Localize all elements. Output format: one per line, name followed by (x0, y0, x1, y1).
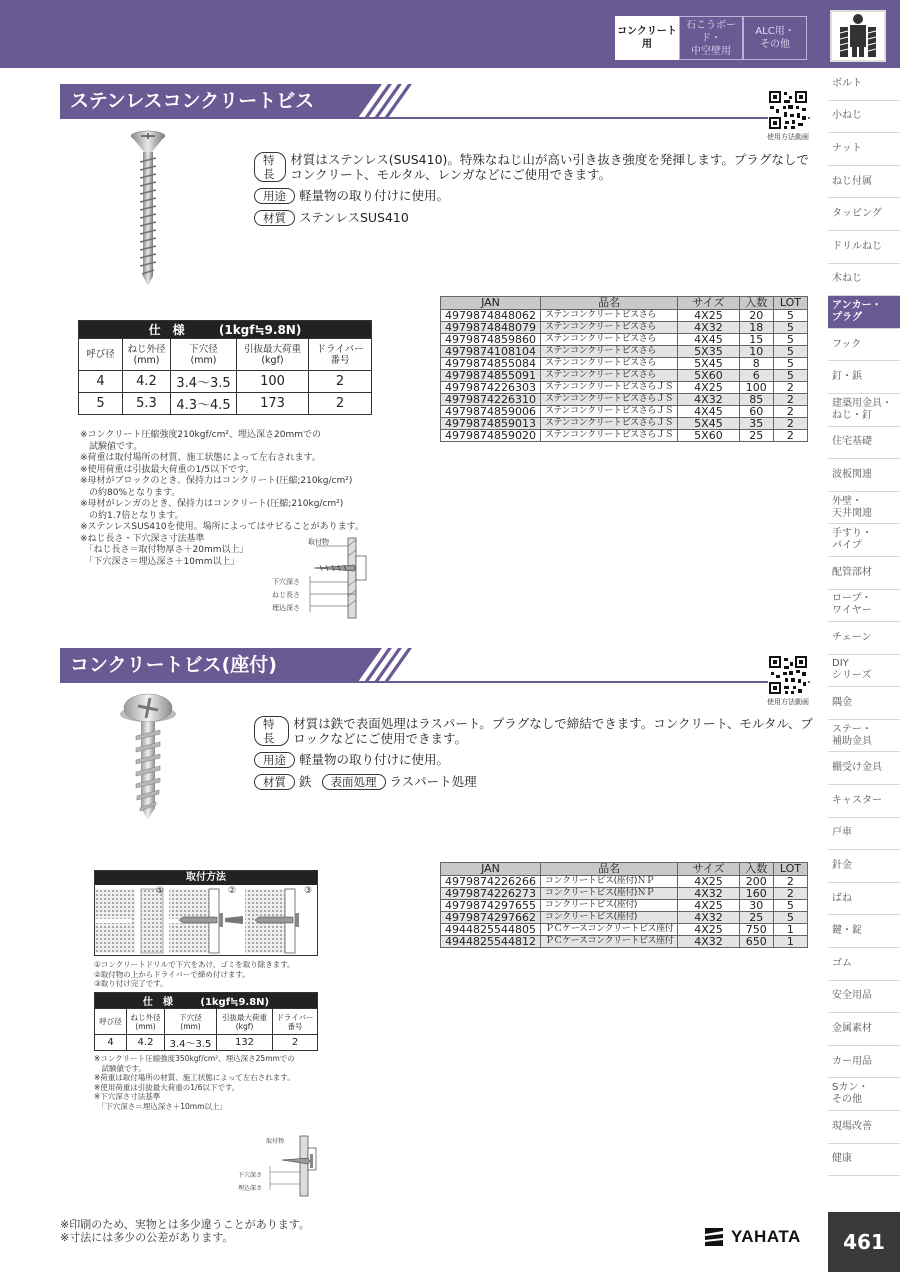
table-cell: 4X25 (678, 382, 739, 394)
table-cell: 8 (739, 358, 773, 370)
spec-cell: 4 (79, 371, 123, 393)
table-cell: 4X25 (678, 900, 739, 912)
table-cell: コンクリートビス(座付) (540, 912, 677, 924)
spec-cell: 132 (217, 1035, 273, 1051)
col-header-name: 品名 (540, 297, 677, 310)
table-cell: 5 (773, 334, 807, 346)
sidebar-item[interactable]: タッピング (828, 198, 900, 231)
spec-header: ドライバー 番号 (273, 1009, 318, 1035)
spec-cell: 4 (95, 1035, 127, 1051)
table-cell: 4979874297662 (441, 912, 541, 924)
note-line: 「下穴深さ＝埋込深さ＋10mm以上」 (94, 1101, 227, 1111)
table-cell: 4979874859020 (441, 430, 541, 442)
table-cell: 2 (773, 418, 807, 430)
sidebar-item[interactable]: キャスター (828, 785, 900, 818)
table-cell: 4979874226303 (441, 382, 541, 394)
table-row (441, 358, 808, 370)
table-row (441, 334, 808, 346)
install-steps-diagram (95, 885, 317, 955)
table-cell: ステンコンクリートビスさらＪＳ (540, 394, 677, 406)
spec-cell: 100 (237, 371, 309, 393)
use-pill: 用途 (254, 188, 295, 204)
table-cell: 5X60 (678, 430, 739, 442)
table-cell: 650 (739, 936, 773, 948)
use-pill: 用途 (254, 752, 295, 768)
table-cell: 4979874859013 (441, 418, 541, 430)
table-row (441, 346, 808, 358)
table-cell: 2 (773, 394, 807, 406)
table-row (441, 876, 808, 888)
table-cell: ステンコンクリートビスさら (540, 346, 677, 358)
sidebar-item[interactable]: 安全用品 (828, 981, 900, 1014)
table-cell: ステンコンクリートビスさら (540, 358, 677, 370)
anchor-category-icon (838, 13, 878, 59)
table-cell: 18 (739, 322, 773, 334)
table-cell: ＰＣケースコンクリートビス座付 (540, 936, 677, 948)
spec-title: 仕 様 (148, 323, 185, 337)
table-cell: コンクリートビス(座付) (540, 900, 677, 912)
table-cell: 5X35 (678, 346, 739, 358)
table-row (441, 924, 808, 936)
col-header-size: サイズ (678, 297, 739, 310)
sidebar-item[interactable]: 鍵・錠 (828, 915, 900, 948)
table-cell: 4X32 (678, 394, 739, 406)
table-cell: 2 (773, 888, 807, 900)
note-line: ※使用荷重は引抜最大荷重の1/5以下です。 (80, 464, 255, 475)
table-row (441, 418, 808, 430)
step-number: ③ (304, 886, 313, 896)
qr-label: 使用方法動画 (767, 698, 809, 706)
sidebar-item[interactable]: 住宅基礎 (828, 427, 900, 460)
table-cell: 5X60 (678, 370, 739, 382)
sidebar-item[interactable]: ドリルねじ (828, 231, 900, 264)
spec-cell: 3.4〜3.5 (165, 1035, 217, 1051)
table-row (441, 406, 808, 418)
spec-cell: 2 (273, 1035, 318, 1051)
spec-unit: (1kgf≒9.8N) (218, 323, 302, 337)
material-pill: 材質 (254, 774, 295, 790)
diagram-label-mounted: 取付物 (308, 538, 329, 546)
diagram-label-embed-depth: 埋込深さ (238, 1185, 263, 1192)
countersunk-screw-image (128, 128, 168, 288)
spec-header: 下穴径 (mm) (165, 1009, 217, 1035)
table-cell: 25 (739, 430, 773, 442)
use-text: 軽量物の取り付けに使用。 (299, 188, 450, 203)
note-line: ※荷重は取付場所の材質、施工状態によって左右されます。 (80, 453, 321, 463)
note-line: ※母材がブロックのとき、保持力はコンクリート(圧縮;210kg/cm²) (80, 476, 353, 486)
spec-cell: 4.2 (123, 371, 171, 393)
spec-cell: 4.3〜4.5 (171, 393, 237, 415)
table-cell: ステンコンクリートビスさらＪＳ (540, 382, 677, 394)
note-line: ※コンクリート圧縮強度350kgf/cm²、埋込深さ25mmでの (94, 1054, 295, 1063)
sidebar-item[interactable]: DIY シリーズ (828, 655, 900, 688)
table-cell: 4979874108104 (441, 346, 541, 358)
sidebar-item[interactable]: ステー・ 補助金具 (828, 720, 900, 753)
table-cell: コンクリートビス(座付)ＮＰ (540, 876, 677, 888)
table-cell: 4979874848062 (441, 310, 541, 322)
table-row (441, 912, 808, 924)
table-cell: 4X32 (678, 888, 739, 900)
tab-alc[interactable]: ALC用・ その他 (743, 16, 807, 60)
product2-notes (94, 1054, 334, 1111)
features-text: 材質はステンレス(SUS410)。特殊なねじ山が高い引き抜き強度を発揮します。プラグなしでコンクリート、モルタル、レンガなどにご使用できます。 (290, 152, 809, 182)
sidebar-item[interactable]: アンカー・ プラグ (828, 296, 900, 329)
sidebar-item[interactable]: 隅金 (828, 687, 900, 720)
table-cell: 85 (739, 394, 773, 406)
spec-cell: 173 (237, 393, 309, 415)
spec-unit: (1kgf≒9.8N) (200, 997, 270, 1008)
table-cell: 4979874859860 (441, 334, 541, 346)
table-cell: 2 (773, 430, 807, 442)
table-cell: 4979874226310 (441, 394, 541, 406)
spec-header: ねじ外径 (mm) (127, 1009, 165, 1035)
brand-name: YAHATA (731, 1227, 801, 1246)
spec-title: 仕 様 (142, 997, 173, 1008)
sidebar-item[interactable]: 波板関連 (828, 459, 900, 492)
col-header-qty: 入数 (739, 297, 773, 310)
material-text: ステンレスSUS410 (299, 210, 409, 225)
table-cell: ステンコンクリートビスさら (540, 334, 677, 346)
table-cell: 4X32 (678, 322, 739, 334)
table-row (441, 936, 808, 948)
table-cell: ステンコンクリートビスさら (540, 322, 677, 334)
table-cell: 5X45 (678, 418, 739, 430)
product1-features (254, 152, 814, 232)
table-cell: 2 (773, 406, 807, 418)
spec-header: ねじ外径 (mm) (123, 339, 171, 371)
table-cell: 5 (773, 358, 807, 370)
spec-cell: 3.4〜3.5 (171, 371, 237, 393)
table-cell: 4979874848079 (441, 322, 541, 334)
category-sidebar (828, 68, 900, 1176)
table-cell: コンクリートビス(座付)ＮＰ (540, 888, 677, 900)
qr-code-icon[interactable] (768, 90, 808, 130)
note-line: 「ねじ長さ＝取付物厚さ＋20mm以上」 (80, 545, 249, 555)
diagram-label-pilot-depth: 下穴深さ (238, 1172, 263, 1179)
sidebar-item[interactable]: ゴム (828, 948, 900, 981)
table-cell: 4X45 (678, 334, 739, 346)
spec-header: 呼び径 (95, 1009, 127, 1035)
table-cell: 25 (739, 912, 773, 924)
product2-jan-table (440, 862, 808, 948)
table-cell: 4X25 (678, 924, 739, 936)
table-cell: ステンコンクリートビスさら (540, 310, 677, 322)
features-text: 材質は鉄で表面処理はラスパート。プラグなしで締結できます。コンクリート、モルタル、ブロックなどにご使用できます。 (293, 716, 813, 746)
note-line: ③取り付け完了です。 (94, 979, 168, 988)
spec-header: ドライバー 番号 (309, 339, 372, 371)
diagram-label-pilot-depth: 下穴深さ (272, 578, 300, 586)
sidebar-item[interactable]: カー用品 (828, 1046, 900, 1079)
sidebar-item[interactable]: 戸車 (828, 818, 900, 851)
title-stripes-decoration (350, 648, 414, 682)
sidebar-item[interactable]: フック (828, 329, 900, 362)
table-cell: 15 (739, 334, 773, 346)
table-cell: 4979874226266 (441, 876, 541, 888)
table-cell: 200 (739, 876, 773, 888)
table-cell: 4X25 (678, 310, 739, 322)
product1-jan-table (440, 296, 808, 442)
table-cell: 4979874855084 (441, 358, 541, 370)
sidebar-item[interactable]: ボルト (828, 68, 900, 101)
table-cell: 4944825544812 (441, 936, 541, 948)
sidebar-item[interactable]: Sカン・ その他 (828, 1078, 900, 1111)
sidebar-item[interactable]: 針金 (828, 850, 900, 883)
spec-header: 引抜最大荷重 (kgf) (217, 1009, 273, 1035)
note-line: の約1.7倍となります。 (80, 510, 184, 521)
table-cell: 35 (739, 418, 773, 430)
tab-concrete[interactable]: コンクリート用 (615, 16, 679, 60)
section-rule (60, 117, 810, 119)
material-pill: 材質 (254, 210, 295, 226)
spec-cell: 2 (309, 371, 372, 393)
step-number: ① (156, 886, 165, 896)
sidebar-item[interactable]: 外壁・ 天井関連 (828, 492, 900, 525)
category-logo (830, 10, 886, 62)
table-row (441, 310, 808, 322)
table-row (441, 370, 808, 382)
spec-header: 下穴径 (mm) (171, 339, 237, 371)
table-cell: 750 (739, 924, 773, 936)
product2-features (254, 716, 814, 796)
table-cell: 1 (773, 924, 807, 936)
table-cell: 4X45 (678, 406, 739, 418)
table-cell: 5 (773, 310, 807, 322)
note-line: の約80%となります。 (80, 487, 181, 498)
note-line: 「下穴深さ＝埋込深さ＋10mm以上」 (80, 556, 240, 567)
yahata-logo-icon (703, 1226, 725, 1248)
table-cell: 30 (739, 900, 773, 912)
product2-spec-table (94, 992, 318, 1051)
table-cell: 2 (773, 876, 807, 888)
table-cell: 5 (773, 370, 807, 382)
table-cell: 5 (773, 912, 807, 924)
col-header-name: 品名 (540, 863, 677, 876)
table-cell: 4X32 (678, 936, 739, 948)
table-cell: 6 (739, 370, 773, 382)
table-cell: 2 (773, 382, 807, 394)
col-header-lot: LOT (773, 863, 807, 876)
note-line: ※ねじ長さ・下穴深さ寸法基準 (80, 533, 205, 544)
washer-head-screw-image (118, 692, 178, 822)
table-cell: 10 (739, 346, 773, 358)
category-tabs (615, 16, 807, 60)
step-number: ② (228, 886, 237, 896)
spec-header: 引抜最大荷重 (kgf) (237, 339, 309, 371)
table-cell: 160 (739, 888, 773, 900)
note-line: 試験値です。 (94, 1063, 146, 1073)
table-cell: 4979874859006 (441, 406, 541, 418)
use-text: 軽量物の取り付けに使用。 (299, 752, 450, 767)
sidebar-item[interactable]: 現場改善 (828, 1111, 900, 1144)
diagram-label-embed-depth: 埋込深さ (272, 604, 300, 612)
table-cell: 4979874226273 (441, 888, 541, 900)
footer-notes (60, 1218, 310, 1244)
note-line: 試験値です。 (80, 441, 143, 452)
table-cell: 4X25 (678, 876, 739, 888)
sidebar-item[interactable]: 棚受け金具 (828, 752, 900, 785)
product1-spec-table (78, 320, 372, 415)
footer-note: ※寸法には多少の公差があります。 (60, 1231, 234, 1244)
note-line: ※下穴深さ寸法基準 (94, 1092, 161, 1101)
table-cell: ステンコンクリートビスさら (540, 370, 677, 382)
sidebar-item[interactable]: 建築用金具・ ねじ・釘 (828, 394, 900, 427)
sidebar-item[interactable]: ばね (828, 883, 900, 916)
note-line: ②取付物の上からドライバーで締め付けます。 (94, 969, 250, 979)
sidebar-item[interactable]: ナット (828, 133, 900, 166)
table-cell: 4979874855091 (441, 370, 541, 382)
footer-note: ※印刷のため、実物とは多少違うことがあります。 (60, 1218, 310, 1231)
sidebar-item[interactable]: チェーン (828, 622, 900, 655)
sidebar-item[interactable]: 健康 (828, 1144, 900, 1177)
table-cell: ステンコンクリートビスさらＪＳ (540, 406, 677, 418)
sidebar-item[interactable]: 釘・鋲 (828, 361, 900, 394)
features-pill: 特長 (254, 152, 286, 182)
note-line: ※ステンレスSUS410を使用。場所によってはサビることがあります。 (80, 522, 364, 532)
table-row (441, 322, 808, 334)
table-cell: 4944825544805 (441, 924, 541, 936)
table-row (441, 430, 808, 442)
sidebar-item[interactable]: 金属素材 (828, 1013, 900, 1046)
diagram-label-mounted: 取付物 (266, 1138, 285, 1145)
table-cell: 4979874297655 (441, 900, 541, 912)
table-cell: ＰＣケースコンクリートビス座付 (540, 924, 677, 936)
sidebar-item[interactable]: 小ねじ (828, 101, 900, 134)
section-rule (60, 681, 810, 683)
col-header-jan: JAN (441, 297, 541, 310)
table-cell: 5 (773, 346, 807, 358)
table-cell: 5 (773, 900, 807, 912)
sidebar-item[interactable]: 配管部材 (828, 557, 900, 590)
table-cell: 4X32 (678, 912, 739, 924)
qr-code-icon[interactable] (768, 655, 808, 695)
sidebar-item[interactable]: ねじ付属 (828, 166, 900, 199)
tab-gypsum-board[interactable]: 石こうボード・ 中空壁用 (679, 16, 743, 60)
table-cell: ステンコンクリートビスさらＪＳ (540, 430, 677, 442)
col-header-jan: JAN (441, 863, 541, 876)
table-row (441, 900, 808, 912)
spec-header: 呼び径 (79, 339, 123, 371)
install-title: 取付方法 (95, 871, 317, 885)
brand-logo (703, 1226, 801, 1248)
surface-text: ラスパート処理 (389, 774, 477, 789)
features-pill: 特長 (254, 716, 289, 746)
page-number: 461 (828, 1212, 900, 1272)
table-cell: 5X45 (678, 358, 739, 370)
sidebar-item[interactable]: ロープ・ ワイヤー (828, 590, 900, 623)
table-row (441, 394, 808, 406)
surface-pill: 表面処理 (322, 774, 386, 790)
product2-title: コンクリートビス(座付) (60, 648, 350, 682)
table-cell: 20 (739, 310, 773, 322)
title-stripes-decoration (350, 84, 414, 118)
col-header-qty: 入数 (739, 863, 773, 876)
diagram-label-screw-length: ねじ長さ (272, 591, 300, 599)
table-row (441, 888, 808, 900)
table-cell: 100 (739, 382, 773, 394)
note-line: ※コンクリート圧縮強度210kgf/cm²、埋込深さ20mmでの (80, 430, 321, 440)
note-line: ※使用荷重は引抜最大荷重の1/6以下です。 (94, 1082, 240, 1092)
note-line: ①コンクリートドリルで下穴をあけ、ゴミを取り除きます。 (94, 960, 295, 969)
sidebar-item[interactable]: 木ねじ (828, 264, 900, 297)
note-line: ※荷重は取付場所の材質、施工状態によって左右されます。 (94, 1073, 295, 1082)
install-steps (94, 960, 334, 989)
spec-cell: 5 (79, 393, 123, 415)
table-cell: ステンコンクリートビスさらＪＳ (540, 418, 677, 430)
spec-cell: 4.2 (127, 1035, 165, 1051)
table-cell: 5 (773, 322, 807, 334)
col-header-size: サイズ (678, 863, 739, 876)
material-text: 鉄 (299, 774, 312, 789)
table-row (441, 382, 808, 394)
spec-cell: 5.3 (123, 393, 171, 415)
col-header-lot: LOT (773, 297, 807, 310)
sidebar-item[interactable]: 手すり・ パイプ (828, 524, 900, 557)
product1-title: ステンレスコンクリートビス(皿) (60, 84, 350, 118)
table-cell: 60 (739, 406, 773, 418)
table-cell: 1 (773, 936, 807, 948)
qr-label: 使用方法動画 (767, 133, 809, 141)
note-line: ※母材がレンガのとき、保持力はコンクリート(圧縮;210kg/cm²) (80, 499, 344, 509)
spec-cell: 2 (309, 393, 372, 415)
install-method-box (94, 870, 318, 956)
